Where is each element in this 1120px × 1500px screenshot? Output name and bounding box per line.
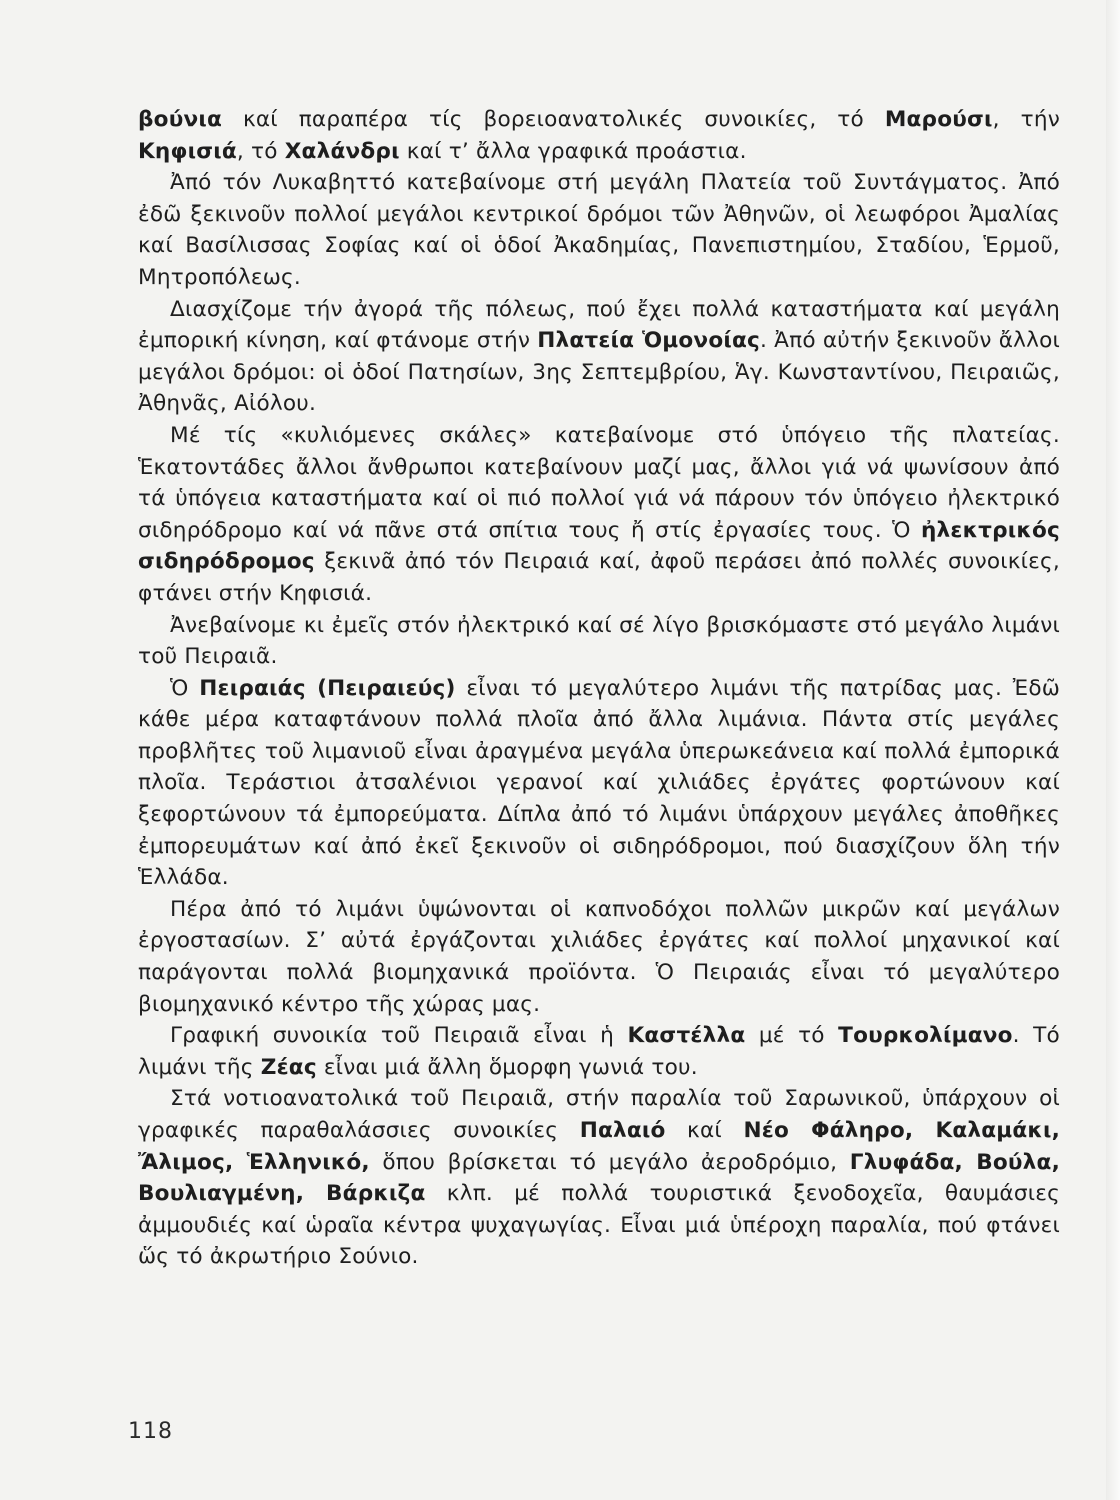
bold-term: Νέο Φάληρο, Καλαμάκι, Ἄλιμος, Ἑλληνικό, [138,1118,1060,1175]
bold-term: Καστέλλα [627,1023,746,1049]
text-run: καί [665,1118,744,1143]
bold-term: Κηφισιά [138,138,237,164]
text-run: καί παραπέρα τίς βορειοανατολικές συνοικίες, τό [222,107,885,132]
text-run: εἶναι μιά ἄλλη ὅμορφη γωνιά του. [316,1054,698,1080]
paragraph [138,1083,1060,1273]
bold-term: Ζέας [260,1054,317,1080]
text-run: , τό [236,138,285,164]
paragraph [138,673,1060,894]
text-run: Γραφική συνοικία τοῦ Πειραιᾶ εἶναι ἡ [170,1023,628,1049]
text-run: . Ἀπό αὐτήν ξεκινοῦν ἄλλοι μεγάλοι δρόμοι: οἱ ὁδοί Πατησίων, 3ης Σεπτεμβρίου, Ἁγ. Κωνσταντίνου, Πειραιῶς, Ἀθηνᾶς, Αἰόλου. [138,328,1060,417]
bold-term: Γλυφάδα, Βούλα, Βουλιαγμένη, Βάρκιζα [138,1149,1060,1207]
body-text [138,104,1060,1273]
text-run: Ἀνεβαίνομε κι ἐμεῖς στόν ἠλεκτρικό καί σέ λίγο βρισκόμαστε στό μεγάλο λιμάνι τοῦ Πειραιᾶ. [138,612,1060,670]
text-run: εἶναι τό μεγαλύτερο λιμάνι τῆς πατρίδας μας. Ἐδῶ κάθε μέρα καταφτάνουν πολλά πλοῖα ἀπό ἄλλα λιμάνια. Πάντα στίς μεγάλες προβλῆτες τοῦ λιμανιοῦ εἶναι ἀραγμένα μεγάλα ὑπερωκεάνεια καί πολλά ἐμπορικά πλοῖα. Τεράστιοι ἀτσαλένιοι γερανοί καί χιλιάδες ἐργάτες φορτώνουν καί ξεφορτώνουν τά ἐμπορεύματα. Δίπλα ἀπό τό λιμάνι ὑπάρχουν μεγάλες ἀποθῆκες ἐμπορευμάτων καί ἀπό ἐκεῖ ξεκινοῦν οἱ σιδηρόδρομοι, πού διασχίζουν ὅλη τήν Ἑλλάδα. [138,675,1061,891]
paragraph [138,610,1060,673]
text-run: μέ τό [745,1023,839,1049]
bold-term: Πλατεία Ὁμονοίας [537,328,761,354]
bold-term: Τουρκολίμανο [838,1023,1013,1049]
text-run: Πέρα ἀπό τό λιμάνι ὑψώνονται οἱ καπνοδόχοι πολλῶν μικρῶν καί μεγάλων ἐργοστασίων. Σ’ αὐτά ἐργάζονται χιλιάδες ἐργάτες καί πολλοί μηχανικοί καί παράγονται πολλά βιομηχανικά προϊόντα. Ὁ Πειραιάς εἶναι τό μεγαλύτερο βιομηχανικό κέντρο τῆς χώρας μας. [138,896,1060,1017]
bold-term: ἠλεκτρικός σιδηρόδρομος [138,517,1060,575]
paragraph [138,1020,1060,1083]
paragraph [138,104,1060,167]
bold-term: Παλαιό [579,1118,666,1143]
paragraph [138,294,1060,420]
bold-term: Πειραιάς (Πειραιεύς) [199,675,456,701]
text-run: Μέ τίς «κυλιόμενες σκάλες» κατεβαίνομε στό ὑπόγειο τῆς πλατείας. Ἑκατοντάδες ἄλλοι ἄνθρωποι κατεβαίνουν μαζί μας, ἄλλοι γιά νά ψωνίσουν ἀπό τά ὑπόγεια καταστήματα καί οἱ πιό πολλοί γιά νά πάρουν τόν ὑπόγειο ἠλεκτρικό σιδηρόδρομο καί νά πᾶνε στά σπίτια τους ἤ στίς ἐργασίες τους. Ὁ [138,422,1060,543]
page-number: 118 [128,1419,173,1444]
bold-term: βούνια [138,107,223,132]
page-edge [1106,0,1120,1500]
text-run: Ὁ [170,675,200,701]
text-run: Στά νοτιοανατολικά τοῦ Πειραιᾶ, στήν παραλία τοῦ Σαρωνικοῦ, ὑπάρχουν οἱ γραφικές παραθαλάσσιες συνοικίες [138,1086,1060,1143]
bold-term: Μαρούσι [884,107,993,132]
text-run: Διασχίζομε τήν ἀγορά τῆς πόλεως, πού ἔχει πολλά καταστήματα καί μεγάλη ἐμπορική κίνηση, καί φτάνομε στήν [138,296,1060,354]
text-run: , τήν [992,107,1060,132]
text-run: καί τ’ ἄλλα γραφικά προάστια. [399,138,747,164]
bold-term: Χαλάνδρι [284,138,400,164]
paragraph [138,420,1060,610]
text-run: . Τό λιμάνι τῆς [138,1023,1060,1080]
text-run: κλπ. μέ πολλά τουριστικά ξενοδοχεῖα, θαυμάσιες ἀμμουδιές καί ὡραῖα κέντρα ψυχαγωγίας. Εἶναι μιά ὑπέροχη παραλία, πού φτάνει ὥς τό ἀκρωτήριο Σούνιο. [138,1181,1060,1270]
paragraph [138,167,1060,293]
text-run: Ἀπό τόν Λυκαβηττό κατεβαίνομε στή μεγάλη Πλατεία τοῦ Συντάγματος. Ἀπό ἐδῶ ξεκινοῦν πολλοί μεγάλοι κεντρικοί δρόμοι τῶν Ἀθηνῶν, οἱ λεωφόροι Ἀμαλίας καί Βασίλισσας Σοφίας καί οἱ ὁδοί Ἀκαδημίας, Πανεπιστημίου, Σταδίου, Ἑρμοῦ, Μητροπόλεως. [138,170,1060,290]
text-run: ξεκινᾶ ἀπό τόν Πειραιά καί, ἀφοῦ περάσει ἀπό πολλές συνοικίες, φτάνει στήν Κηφισιά. [138,549,1060,606]
paragraph [138,894,1060,1020]
text-run: ὅπου βρίσκεται τό μεγάλο ἀεροδρόμιο, [369,1149,850,1175]
